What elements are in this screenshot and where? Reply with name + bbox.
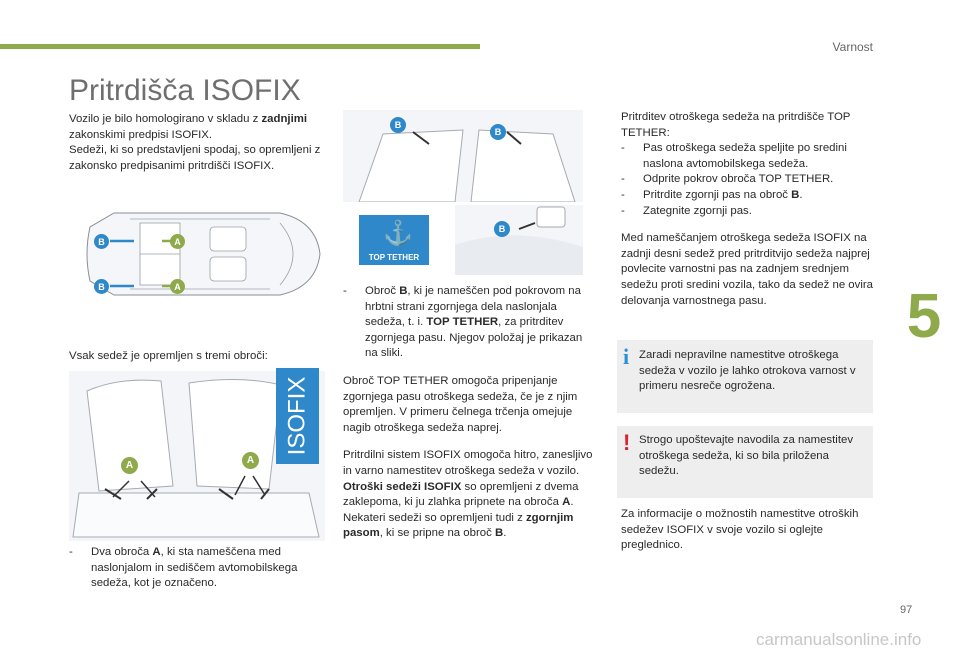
car-topview-diagram <box>70 195 328 313</box>
bullet-b <box>343 284 598 362</box>
step-4-text: Zategnite zgornji pas. <box>643 204 752 217</box>
marker-b-2: B <box>94 279 109 294</box>
bullet-b-post: , za pritrditev zgornjega pasu. Njegov položaj je prikazan na sliki. <box>365 316 583 360</box>
car-topview-illustration <box>70 195 328 313</box>
step-3-post: . <box>799 188 803 201</box>
intro-text-post: zakonskimi predpisi ISOFIX. <box>69 128 213 141</box>
header-accent-bar <box>0 44 480 49</box>
page-number: 97 <box>900 604 913 616</box>
intro-text-line2: Sedeži, ki so predstavljeni spodaj, so opremljeni z zakonsko predpisanimi pritrdišči ISOFIX. <box>69 144 321 172</box>
middle-column <box>343 284 598 542</box>
step-2-text: Odprite pokrov obroča TOP TETHER. <box>643 173 834 186</box>
para-system-bold2: A <box>562 496 571 509</box>
bullet-a <box>69 545 325 592</box>
final-text: Za informacije o možnostih namestitve otroških sedežev ISOFIX v svoje vozilo si oglejte preglednico. <box>621 508 859 552</box>
bullet-b-mid: , ki je nameščen pod pokrovom na hrbtni strani zgornjega dela naslonjala sedeža, t. i. <box>365 285 581 329</box>
warning-note-text: Strogo upoštevajte navodila za namestitev otroškega sedeža, ki so bila priložena sedežu. <box>639 434 854 478</box>
tether-detail-illustration <box>455 205 583 275</box>
warning-icon: ! <box>623 430 631 455</box>
marker-a-seat-1: A <box>121 457 138 474</box>
step-3 <box>621 188 875 204</box>
isofix-badge-label: ISOFIX <box>283 376 311 456</box>
step-2-dash: - <box>621 173 625 186</box>
chapter-number: 5 <box>906 282 942 351</box>
watermark: carmanualsonline.info <box>756 630 922 649</box>
step-3-dash: - <box>621 188 625 201</box>
isofix-badge <box>276 368 319 464</box>
bullet-b-bold: B <box>399 285 408 297</box>
bullet-a-pre: Dva obroča <box>91 546 153 558</box>
tether-steps-heading: Pritrditev otroškega sedeža na pritrdišče TOP TETHER: <box>621 111 851 139</box>
step-3-bold: B <box>791 188 800 201</box>
para-tether: Obroč TOP TETHER omogoča pripenjanje zgornjega pasu otroškega sedeža, če je z njim opremljen. V primeru čelnega trčenja omejuje nagib otroškega sedeža naprej. <box>343 374 578 434</box>
marker-a-1: A <box>170 234 185 249</box>
anchor-icon: ⚓ <box>383 220 413 247</box>
para-system-line1: Pritrdilni sistem ISOFIX omogoča hitro, zanesljivo in varno namestitev otroškega sedeža v vozilo. <box>343 449 593 477</box>
step-1-dash: - <box>621 142 625 155</box>
intro-text <box>69 112 327 174</box>
warning-note <box>617 426 873 498</box>
info-note <box>617 340 873 413</box>
para-system-line5: , ki se pripne na obroč <box>379 527 495 540</box>
tether-top-illustration <box>343 110 583 202</box>
marker-b-tether-2: B <box>490 124 506 140</box>
intro-text-pre: Vozilo je bilo homologirano v skladu z <box>69 113 262 125</box>
bullet-a-post: , ki sta nameščena med naslonjalom in sediščem avtomobilskega sedeža, kot je označeno. <box>91 546 298 590</box>
para-system-line4: Nekateri sedeži so opremljeni tudi z <box>343 511 526 524</box>
page-title: Pritrdišča ISOFIX <box>69 74 301 107</box>
bullet-a-dash: - <box>69 546 73 558</box>
step-2 <box>621 172 875 188</box>
bullet-b-bold2: TOP TETHER <box>426 316 499 329</box>
bullet-b-dash: - <box>343 285 347 297</box>
para-system-bold4: B <box>494 527 504 540</box>
step-4-dash: - <box>621 204 625 217</box>
step-4 <box>621 204 875 220</box>
marker-b-1: B <box>94 234 109 249</box>
right-column <box>621 110 875 309</box>
para-system-bold: Otroški sedeži ISOFIX <box>343 480 462 493</box>
tether-diagram-top <box>343 110 583 202</box>
para-system-line2: so opremljeni z dvema zaklepoma, ki ju zlahka pripnete na obroča <box>343 480 579 509</box>
step-1-text: Pas otroškega sedeža speljite po sredini naslona avtomobilskega sedeža. <box>643 142 847 170</box>
marker-a-seat-2: A <box>242 452 259 469</box>
para-system <box>343 448 598 542</box>
step-1 <box>621 141 875 172</box>
top-tether-label: TOP TETHER <box>368 253 420 262</box>
intro-text-bold: zadnjimi <box>261 113 308 125</box>
para-system-line6: . <box>503 527 507 540</box>
marker-a-2: A <box>170 279 185 294</box>
marker-b-tether-3: B <box>494 221 510 237</box>
marker-b-tether-1: B <box>390 117 406 133</box>
rear-seat-para: Med nameščanjem otroškega sedeža ISOFIX na zadnji desni sedež pred pritrditvijo sedeža najprej povlecite varnostni pas na zadnjem srednjem sedežu proti sredini vozila, tako da sedež ne ovira delovanja varnostnega pasu. <box>621 232 874 307</box>
info-note-text: Zaradi nepravilne namestitve otroškega sedeža v vozilo je lahko otrokova varnost v primeru nesreče ogrožena. <box>639 349 856 393</box>
every-seat-text: Vsak sedež je opremljen s tremi obroči: <box>69 350 268 362</box>
bullet-a-bold: A <box>152 546 161 558</box>
top-tether-badge <box>359 215 429 265</box>
info-icon: i <box>623 344 630 369</box>
bullet-b-pre: Obroč <box>365 285 400 297</box>
tether-diagram-detail <box>455 205 583 275</box>
section-title: Varnost <box>832 40 873 54</box>
para-system-line3: . <box>570 496 574 509</box>
step-3-pre: Pritrdite zgornji pas na obroč <box>643 188 792 201</box>
para-system-bold3: zgornjim pasom <box>343 511 574 540</box>
